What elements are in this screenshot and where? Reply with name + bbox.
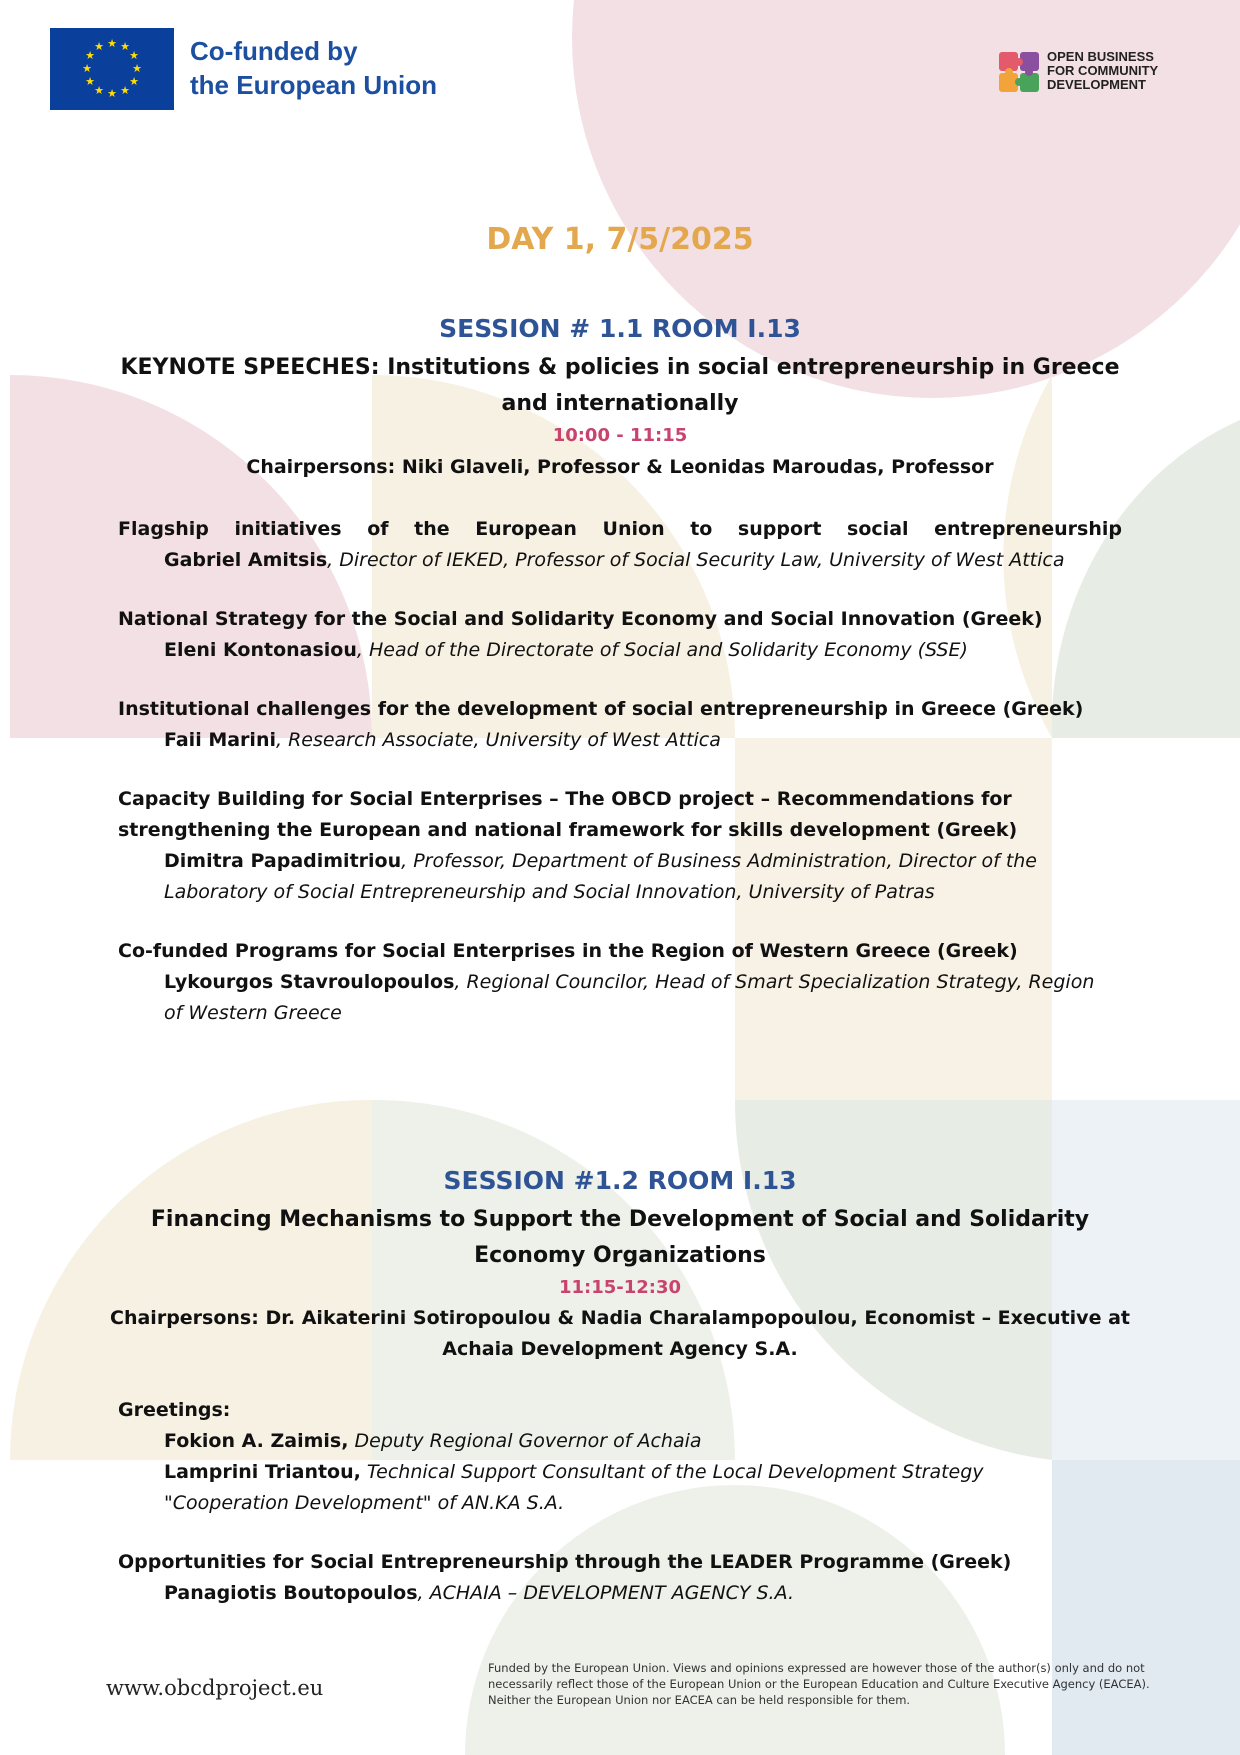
talk-speaker [118,725,1122,756]
session-1-title: SESSION # 1.1 ROOM I.13 [439,314,801,343]
svg-text:★: ★ [94,40,104,53]
speaker-name: Faii Marini [164,729,276,751]
session-2-subtitle-line-1: Financing Mechanisms to Support the Development of Social and Solidarity [150,1207,1090,1232]
session-2-subtitle-line-2: Economy Organizations [474,1243,766,1268]
talk-item [118,694,1122,756]
obcd-line-2: FOR COMMUNITY [1047,63,1159,78]
speaker-affiliation: Technical Support Consultant of the Local Development Strategy [360,1461,984,1483]
svg-text:★: ★ [132,62,142,75]
greeting-speaker [118,1457,1122,1488]
session-2-subtitle [100,1202,1140,1274]
talk-speaker-continued [118,998,1122,1029]
session-1-subtitle [100,350,1140,422]
eu-cofunded-label [190,34,437,102]
funding-disclaimer: Funded by the European Union. Views and opinions expressed are however those of the author(s) only and do not necessarily reflect those of the European Union or the European Education and Culture Executive Agency (EACEA). Neither the European Union nor EACEA can be held responsible for them. [488,1661,1150,1707]
session-1-time: 10:00 - 11:15 [552,425,688,446]
svg-text:★: ★ [129,75,139,88]
svg-text:★: ★ [120,40,130,53]
talk-title: Institutional challenges for the development of social entrepreneurship in Greece (Greek) [118,698,1084,720]
speaker-affiliation: , Regional Councilor, Head of Smart Specialization Strategy, Region [454,971,1095,993]
svg-text:★: ★ [129,49,139,62]
eu-line-2: the European Union [190,70,437,100]
svg-text:★: ★ [85,49,95,62]
svg-text:★: ★ [120,84,130,97]
speaker-name: Eleni Kontonasiou [164,639,357,661]
talk-speaker [118,967,1122,998]
speaker-affiliation: , Professor, Department of Business Administration, Director of the [401,850,1037,872]
obcd-puzzle-logo-icon [997,50,1041,94]
speaker-affiliation: , Head of the Directorate of Social and Solidarity Economy (SSE) [356,639,968,661]
session-1-subtitle-line-2: and internationally [501,391,739,416]
talk-title: Opportunities for Social Entrepreneurship through the LEADER Programme (Greek) [118,1551,1012,1573]
talk-item [118,784,1122,908]
day-title: DAY 1, 7/5/2025 [486,222,754,257]
speaker-affiliation-line-2: of Western Greece [164,1002,342,1024]
talk-title: Flagship initiatives of the European Union to support social entrepreneurship [118,518,1122,540]
greetings-label: Greetings: [118,1399,231,1421]
talk-title: Co-funded Programs for Social Enterprises in the Region of Western Greece (Greek) [118,940,1018,962]
greetings-block [118,1395,1122,1519]
talk-title: National Strategy for the Social and Solidarity Economy and Social Innovation (Greek) [118,608,1043,630]
session-1-chairpersons: Chairpersons: Niki Glaveli, Professor & Leonidas Maroudas, Professor [246,456,994,478]
talk-speaker-continued [118,877,1122,908]
session-2-title: SESSION #1.2 ROOM I.13 [443,1166,797,1195]
greeting-speaker-continued [118,1488,1122,1519]
talk-title-line-1: Capacity Building for Social Enterprises – The OBCD project – Recommendations for [118,788,1012,810]
talk-speaker [118,1578,1122,1609]
speaker-name: Gabriel Amitsis [164,549,328,571]
talk-title-line-2: strengthening the European and national framework for skills development (Greek) [118,819,1018,841]
speaker-name: Lykourgos Stavroulopoulos [164,971,455,993]
talk-item [118,514,1122,576]
session-2-chairpersons-line-2: Achaia Development Agency S.A. [442,1338,798,1360]
greeting-speaker [118,1426,1122,1457]
session-2-time: 11:15-12:30 [558,1277,682,1298]
speaker-name: Fokion A. Zaimis, [164,1430,349,1452]
eu-line-1: Co-funded by [190,36,358,66]
speaker-affiliation: , Research Associate, University of West Attica [275,729,721,751]
svg-text:★: ★ [107,87,117,100]
talk-item [118,604,1122,666]
talk-item [118,1547,1122,1609]
speaker-affiliation: Deputy Regional Governor of Achaia [348,1430,702,1452]
speaker-affiliation: , Director of IEKED, Professor of Social Security Law, University of West Attica [327,549,1065,571]
session-2-chairpersons [100,1303,1140,1365]
session-2-chairpersons-line-1: Chairpersons: Dr. Aikaterini Sotiropoulou & Nadia Charalampopoulou, Economist – Executive at [110,1307,1130,1329]
footer-website-link[interactable]: www.obcdproject.eu [106,1676,324,1700]
speaker-name: Lamprini Triantou, [164,1461,361,1483]
svg-text:★: ★ [94,84,104,97]
svg-text:★: ★ [82,62,92,75]
speaker-name: Dimitra Papadimitriou [164,850,402,872]
eu-stars-icon [50,28,174,110]
obcd-line-3: DEVELOPMENT [1047,77,1146,92]
speaker-affiliation-line-2: "Cooperation Development" of AN.KA S.A. [164,1492,565,1514]
talk-speaker [118,545,1122,576]
obcd-line-1: OPEN BUSINESS [1047,49,1154,64]
session-1-subtitle-line-1: KEYNOTE SPEECHES: Institutions & policies in social entrepreneurship in Greece [120,355,1120,380]
obcd-logo-text [1047,50,1158,92]
svg-text:★: ★ [107,37,117,50]
talk-speaker [118,635,1122,666]
speaker-name: Panagiotis Boutopoulos [164,1582,418,1604]
talk-item [118,936,1122,1029]
speaker-affiliation: , ACHAIA – DEVELOPMENT AGENCY S.A. [417,1582,794,1604]
talk-speaker [118,846,1122,877]
eu-flag-logo [50,28,174,110]
speaker-affiliation-line-2: Laboratory of Social Entrepreneurship and Social Innovation, University of Patras [164,881,935,903]
svg-text:★: ★ [85,75,95,88]
